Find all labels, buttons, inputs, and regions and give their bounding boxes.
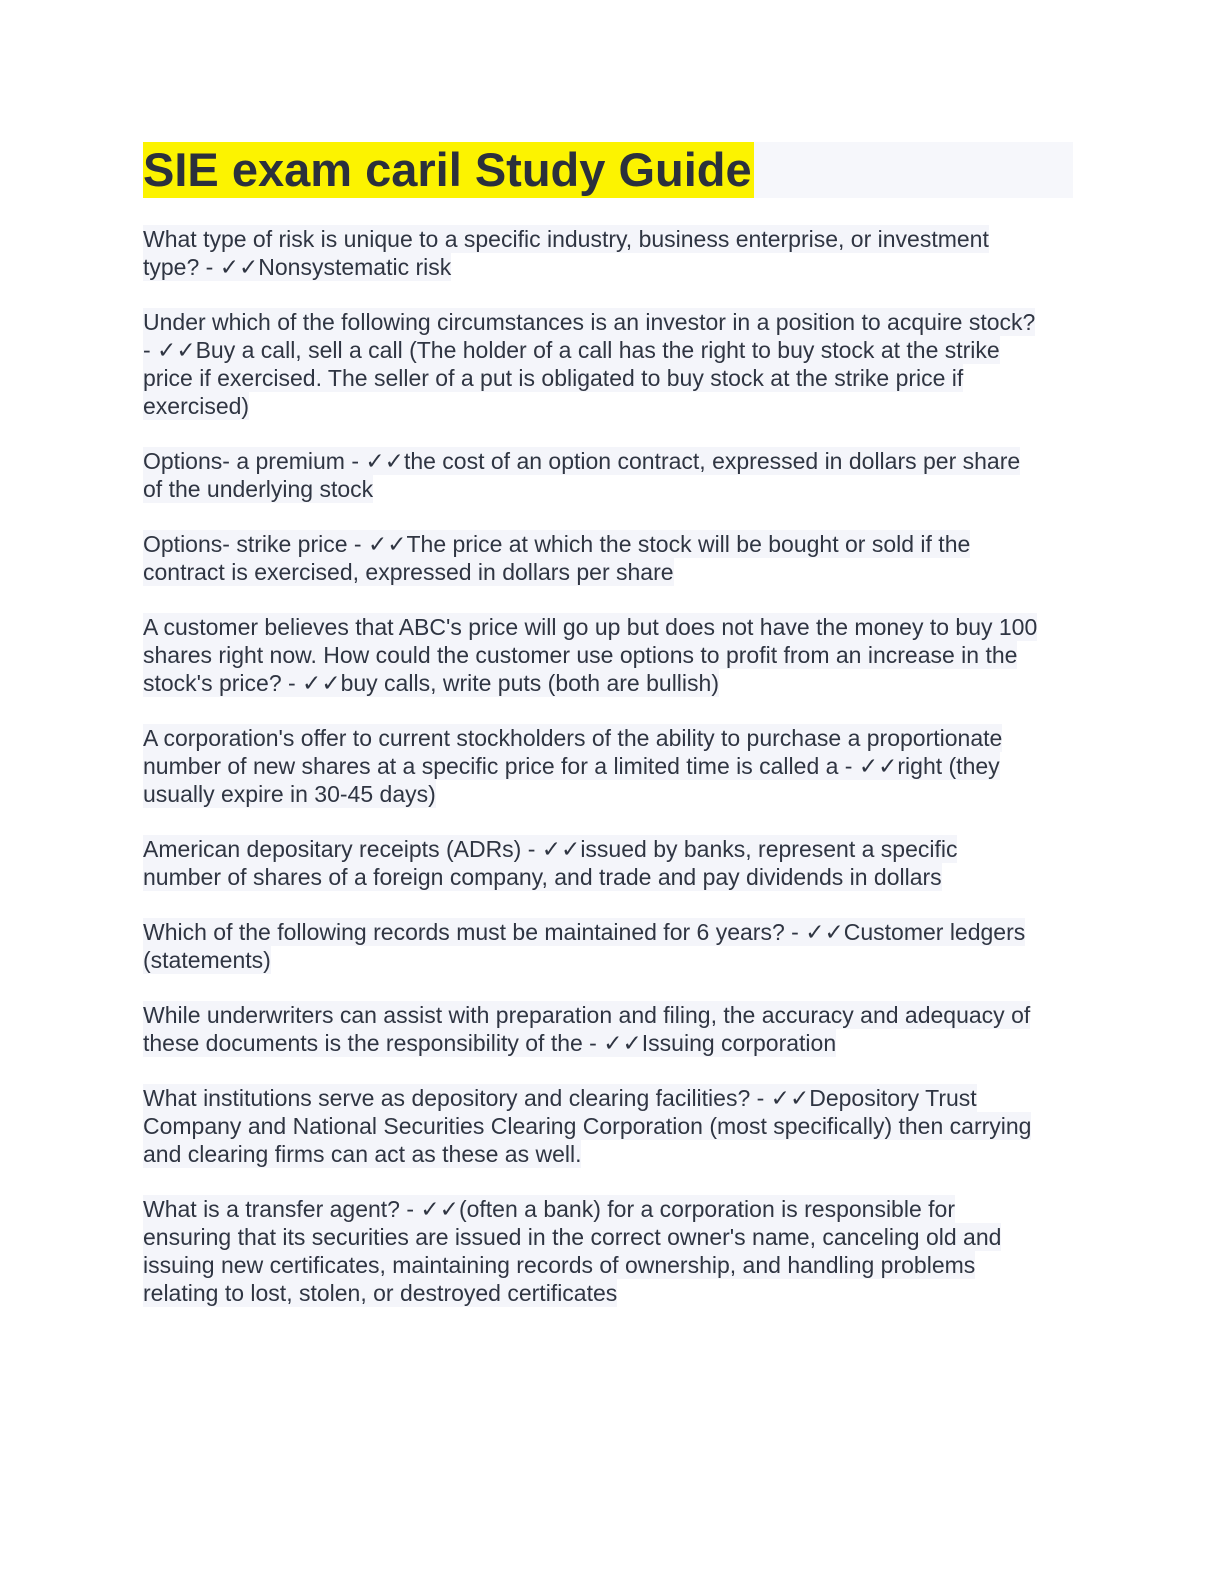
qa-line: (statements) bbox=[143, 947, 271, 973]
qa-line: shares right now. How could the customer use options to profit from an increase in the bbox=[143, 642, 1018, 668]
qa-line: exercised) bbox=[143, 393, 250, 419]
qa-line: price if exercised. The seller of a put is obligated to buy stock at the strike price if bbox=[143, 365, 964, 391]
qa-line: A customer believes that ABC's price will go up but does not have the money to buy 100 bbox=[143, 614, 1038, 640]
document-page bbox=[143, 142, 1073, 1334]
qa-line: usually expire in 30-45 days) bbox=[143, 781, 436, 807]
qa-entry bbox=[143, 308, 1073, 420]
qa-line: Company and National Securities Clearing Corporation (most specifically) then carrying bbox=[143, 1113, 1032, 1139]
qa-line: Which of the following records must be maintained for 6 years? - ✓✓Customer ledgers bbox=[143, 919, 1026, 945]
qa-list bbox=[143, 225, 1073, 1307]
qa-line: A corporation's offer to current stockholders of the ability to purchase a proportionate bbox=[143, 725, 1003, 751]
qa-line: of the underlying stock bbox=[143, 476, 374, 502]
qa-line: Options- strike price - ✓✓The price at which the stock will be bought or sold if the bbox=[143, 531, 971, 557]
qa-line: What institutions serve as depository and clearing facilities? - ✓✓Depository Trust bbox=[143, 1085, 977, 1111]
qa-line: ensuring that its securities are issued in the correct owner's name, canceling old and bbox=[143, 1224, 1002, 1250]
qa-entry bbox=[143, 1001, 1073, 1057]
qa-entry bbox=[143, 225, 1073, 281]
qa-line: While underwriters can assist with preparation and filing, the accuracy and adequacy of bbox=[143, 1002, 1031, 1028]
qa-line: number of shares of a foreign company, and trade and pay dividends in dollars bbox=[143, 864, 942, 890]
qa-line: type? - ✓✓Nonsystematic risk bbox=[143, 254, 452, 280]
qa-line: Options- a premium - ✓✓the cost of an option contract, expressed in dollars per share bbox=[143, 448, 1021, 474]
qa-line: Under which of the following circumstances is an investor in a position to acquire stock? bbox=[143, 309, 1036, 335]
qa-line: stock's price? - ✓✓buy calls, write puts (both are bullish) bbox=[143, 670, 719, 696]
qa-entry bbox=[143, 724, 1073, 808]
qa-entry bbox=[143, 918, 1073, 974]
qa-line: number of new shares at a specific price for a limited time is called a - ✓✓right (they bbox=[143, 753, 1000, 779]
qa-line: issuing new certificates, maintaining records of ownership, and handling problems bbox=[143, 1252, 976, 1278]
qa-line: and clearing firms can act as these as well. bbox=[143, 1141, 582, 1167]
qa-line: relating to lost, stolen, or destroyed certificates bbox=[143, 1280, 618, 1306]
qa-entry bbox=[143, 530, 1073, 586]
qa-line: these documents is the responsibility of the - ✓✓Issuing corporation bbox=[143, 1030, 837, 1056]
document-title: SIE exam caril Study Guide bbox=[143, 143, 752, 196]
qa-entry bbox=[143, 835, 1073, 891]
qa-line: - ✓✓Buy a call, sell a call (The holder of a call has the right to buy stock at the strike bbox=[143, 337, 1000, 363]
qa-line: contract is exercised, expressed in dollars per share bbox=[143, 559, 674, 585]
qa-line: What type of risk is unique to a specific industry, business enterprise, or investment bbox=[143, 226, 989, 252]
qa-entry bbox=[143, 447, 1073, 503]
qa-line: American depositary receipts (ADRs) - ✓✓issued by banks, represent a specific bbox=[143, 836, 958, 862]
qa-entry bbox=[143, 1195, 1073, 1307]
title-band bbox=[143, 142, 1073, 198]
qa-entry bbox=[143, 613, 1073, 697]
qa-line: What is a transfer agent? - ✓✓(often a bank) for a corporation is responsible for bbox=[143, 1196, 955, 1222]
qa-entry bbox=[143, 1084, 1073, 1168]
